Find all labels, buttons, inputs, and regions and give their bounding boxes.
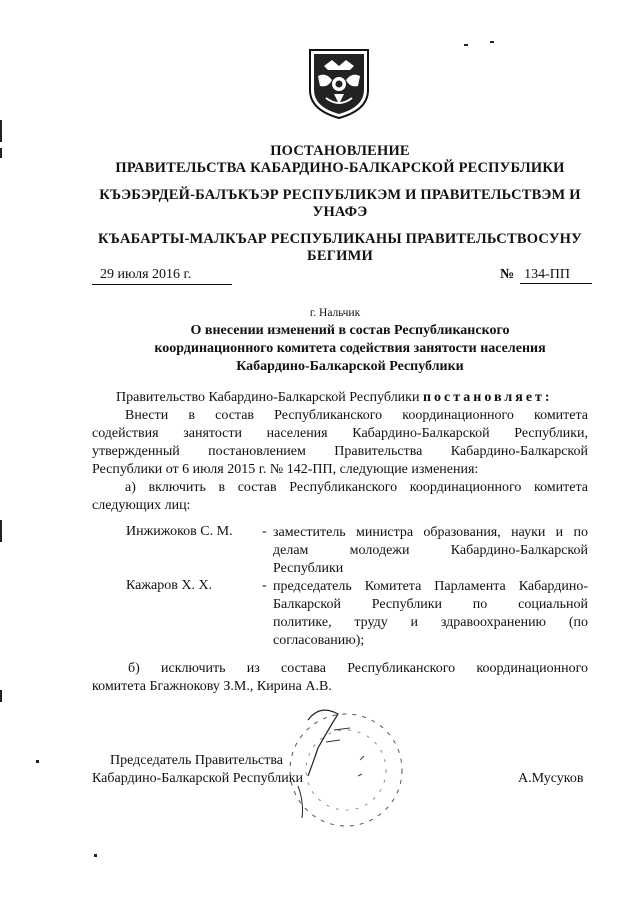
signatory-title-line: Председатель Правительства (110, 753, 283, 768)
paragraph-line: содействия занятости населения Кабардино-Балкарской Республики, (92, 426, 588, 441)
role-line: председатель Комитета Парламента Кабардино- (273, 579, 588, 594)
signatory-title (92, 752, 303, 788)
decree-lead: Правительство Кабардино-Балкарской Республики (116, 390, 420, 405)
scan-edge-mark (0, 148, 2, 158)
paragraph-line: утвержденный постановлением Правительства Кабардино-Балкарской (92, 444, 588, 459)
paragraph-2 (125, 479, 588, 497)
subject-line: координационного комитета содействия занятости населения (154, 341, 546, 356)
paragraph-line: Внести в состав Республиканского координационного комитета (125, 408, 588, 423)
paragraph-line: б) исключить из состава Республиканского координационного (128, 661, 588, 676)
signatory-name: А.Мусуков (518, 771, 584, 786)
paragraph-line: Республики от 6 июля 2015 г. № 142-ПП, следующие изменения: (92, 462, 479, 477)
scan-edge-mark (0, 120, 2, 142)
role-line: Балкарской Республики по социальной (273, 597, 588, 612)
scan-speck (36, 760, 39, 763)
issuer-title: ПРАВИТЕЛЬСТВА КАБАРДИНО-БАЛКАРСКОЙ РЕСПУБЛИКИ (115, 160, 565, 176)
document-date (92, 267, 232, 285)
subject-line: Кабардино-Балкарской Республики (236, 359, 464, 374)
document-subject (120, 322, 580, 376)
member-dash: - (262, 578, 267, 593)
decree-line (116, 389, 596, 407)
paragraph-1 (116, 407, 588, 425)
decree-word: постановляет: (422, 390, 553, 405)
role-line: согласованию); (273, 633, 365, 648)
member-name: Инжижоков С. М. (126, 524, 233, 539)
scan-edge-mark (0, 520, 2, 542)
paragraph-line: а) включить в состав Республиканского координационного комитета (125, 480, 588, 495)
role-line: заместитель министра образования, науки и по (273, 525, 588, 540)
coat-of-arms-emblem-icon (306, 46, 372, 120)
member-name: Кажаров Х. Х. (126, 578, 213, 593)
doc-type-balkar: БЕГИМИ (307, 248, 373, 264)
city-label: г. Нальчик (309, 307, 361, 319)
paragraph-line: комитета Бгажнокову З.М., Кирина А.В. (92, 679, 332, 694)
member-role (273, 524, 588, 578)
date-value: 29 июля 2016 г. (100, 267, 192, 282)
role-line: политике, труду и здравоохранению (по (273, 615, 588, 630)
scan-speck (464, 44, 468, 46)
document-number (500, 267, 592, 284)
paragraph-2-cont (92, 497, 588, 515)
number-value: 134-ПП (520, 267, 592, 284)
role-line: Республики (273, 561, 344, 576)
doc-type-title: ПОСТАНОВЛЕНИЕ (270, 143, 410, 159)
paragraph-3 (128, 660, 588, 678)
role-line: делам молодежи Кабардино-Балкарской (273, 543, 588, 558)
signatory-title-line: Кабардино-Балкарской Республики (92, 771, 303, 786)
number-sign: № (500, 267, 515, 282)
paragraph-line: следующих лиц: (92, 498, 191, 513)
issuer-title-kabardian: КЪЭБЭРДЕЙ-БАЛЪКЪЭР РЕСПУБЛИКЭМ И ПРАВИТЕЛЬСТВЭМ И (99, 187, 581, 203)
member-role (273, 578, 588, 650)
scan-edge-mark (0, 690, 2, 702)
member-dash: - (262, 524, 267, 539)
scan-speck (94, 854, 97, 857)
issuer-title-balkar: КЪАБАРТЫ-МАЛКЪАР РЕСПУБЛИКАНЫ ПРАВИТЕЛЬСТВОСУНУ (98, 231, 582, 247)
doc-type-kabardian: УНАФЭ (312, 204, 368, 220)
subject-line: О внесении изменений в состав Республиканского (190, 323, 510, 338)
scan-speck (490, 41, 494, 43)
paragraph-1-cont (92, 425, 588, 479)
